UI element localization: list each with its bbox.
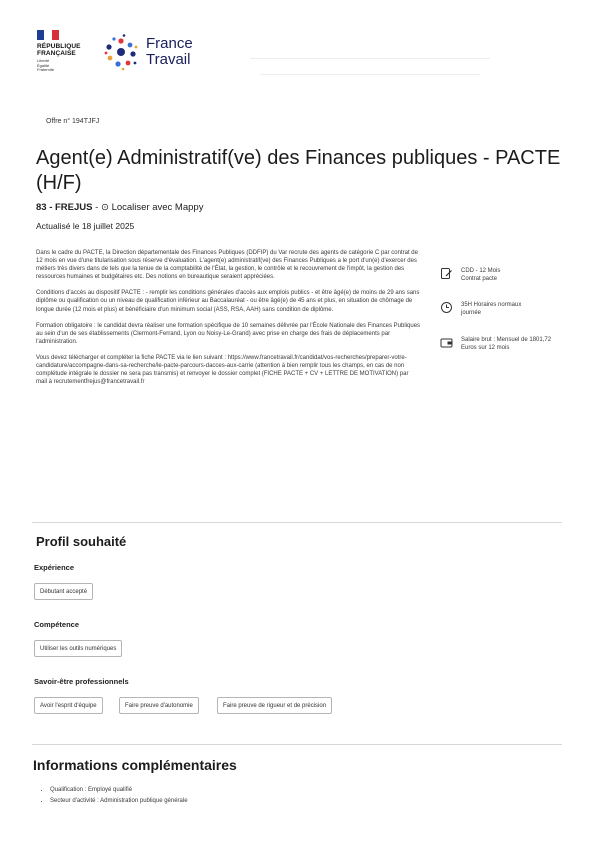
job-description bbox=[36, 249, 421, 394]
rf-line-1: RÉPUBLIQUE bbox=[37, 43, 81, 50]
soft-skill-chip: Avoir l'esprit d'équipe bbox=[34, 697, 103, 714]
location: 83 - FREJUS bbox=[36, 202, 93, 213]
competence-chip: Utiliser les outils numériques bbox=[34, 640, 122, 657]
description-paragraph: Vous devez télécharger et compléter la fiche PACTE via le lien suivant : https://www.francetravail.fr/candidat/vos-recherches/preparer-votre-candidature/accompagne-dans-sa-recherche/le-pacte-parcours-dacces-aux-carrie (attention à bien remplir tous les champs, en cas de non complétude intégrale le dossier ne sera pas transmis) et renvoyer le dossier complet (FICHE PACTE + CV + LETTRE DE MOTIVATION) par mail à recrutementfrejus@francetravail.fr bbox=[36, 354, 409, 386]
experience-heading: Expérience bbox=[34, 563, 75, 572]
france-travail-dots-icon bbox=[102, 33, 140, 71]
soft-skill-chip: Faire preuve d'autonomie bbox=[119, 697, 199, 714]
republique-francaise-logo bbox=[37, 30, 97, 73]
france-travail-logo bbox=[102, 33, 193, 71]
mappy-link[interactable]: Localiser avec Mappy bbox=[111, 202, 204, 213]
list-item: • Secteur d'activité : Administration publique générale bbox=[50, 796, 188, 807]
scan-faint-line bbox=[250, 58, 490, 59]
soft-skill-chip: Faire preuve de rigueur et de précision bbox=[217, 697, 332, 714]
map-pin-icon: ⊙ bbox=[100, 202, 109, 213]
job-title: Agent(e) Administratif(ve) des Finances publiques - PACTE (H/F) bbox=[36, 147, 561, 194]
french-flag-icon bbox=[37, 30, 59, 40]
description-paragraph: Formation obligatoire : le candidat devra réaliser une formation spécifique de 10 semaines délivrée par l'École Nationale des Finances Publiques au sein d'un de ses établissements (Clermont-Ferrand, Lyon ou Noisy-Le-Grand) avec prise en charge des frais de déplacements par l'administration. bbox=[36, 322, 421, 345]
updated-date: Actualisé le 18 juillet 2025 bbox=[36, 221, 135, 231]
contract-info bbox=[440, 267, 560, 283]
additional-info-heading: Informations complémentaires bbox=[33, 757, 237, 773]
working-time: journée bbox=[461, 310, 482, 316]
document-edit-icon bbox=[440, 267, 453, 280]
contract-kind: Contrat pacte bbox=[461, 276, 498, 282]
soft-skills-heading: Savoir-être professionnels bbox=[34, 677, 129, 686]
rf-line-2: FRANÇAISE bbox=[37, 50, 76, 57]
description-paragraph: Conditions d'accès au dispositif PACTE : - remplir les conditions générales d'accès aux emplois publics - et être âgé(e) de moins de 29 ans sans diplôme ou qualification ou un niveau de qualification inférieur au Baccalauréat - ou être âgé(e) de 45 ans et plus, en situation de chômage de longue durée (12 mois et plus) et bénéficiaire d'un minimum social (ASS, RSA, AAH) sans condition de diplôme. bbox=[36, 290, 420, 313]
clock-icon bbox=[440, 301, 453, 314]
salary-info bbox=[440, 336, 560, 352]
description-paragraph: Dans le cadre du PACTE, la Direction départementale des Finances Publiques (DDFIP) du Var recrute des agents de catégorie C par contrat de 12 mois en vue d'une titularisation sous réserve d'évaluation. L'agent(e) administratif(ve) des Finances Publiques a le port d'un(e) d'exercer des métiers très divers dans de tels que la tenue de la comptabilité de l'État, la gestion, le contrôle et le recouvrement de l'impôt, la gestion des ressources humaines et budgétaires etc. Des notions en bureautique seraient appréciées. bbox=[36, 250, 418, 281]
rf-motto: Liberté Égalité Fraternité bbox=[37, 58, 55, 72]
additional-info-list bbox=[44, 785, 188, 806]
section-divider bbox=[32, 522, 562, 523]
salary: Salaire brut : Mensuel de 1801,72 Euros sur 12 mois bbox=[461, 337, 552, 351]
location-separator: - bbox=[92, 202, 101, 213]
location-line bbox=[36, 202, 203, 213]
working-hours: 35H Horaires normaux bbox=[461, 302, 522, 308]
hours-info bbox=[440, 301, 560, 317]
contract-type: CDD - 12 Mois bbox=[461, 268, 501, 274]
scan-faint-line bbox=[260, 74, 480, 75]
experience-chip: Débutant accepté bbox=[34, 583, 93, 600]
section-divider bbox=[32, 744, 562, 745]
france-travail-wordmark: France Travail bbox=[146, 35, 193, 68]
profile-heading: Profil souhaité bbox=[36, 534, 127, 549]
list-item: • Qualification : Employé qualifié bbox=[50, 785, 188, 796]
competence-heading: Compétence bbox=[34, 620, 80, 629]
wallet-icon bbox=[440, 336, 453, 349]
offer-reference: Offre n° 194TJFJ bbox=[46, 118, 100, 125]
